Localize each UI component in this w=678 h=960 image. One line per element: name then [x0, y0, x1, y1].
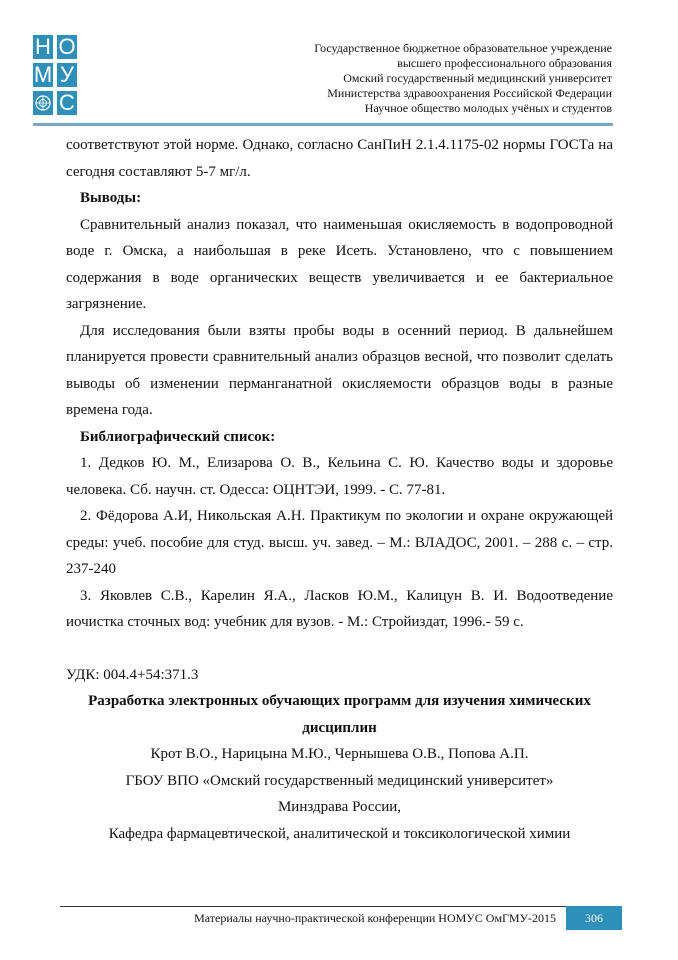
logo-letter-u: У	[57, 63, 77, 87]
reference-item: 1. Дедков Ю. М., Елизарова О. В., Кельина С. Ю. Качество воды и здоровье человека. Сб. научн. ст. Одесса: ОЦНТЭИ, 1999. - С. 77-81.	[66, 455, 613, 498]
conclusions-heading: Выводы:	[80, 190, 142, 206]
nomus-logo	[33, 35, 79, 115]
bibliography-heading: Библиографический список:	[80, 428, 276, 445]
header-line: Омский государственный медицинский университет	[343, 71, 612, 85]
footer-divider	[60, 906, 566, 907]
header-line: Государственное бюджетное образовательное учреждение	[314, 41, 612, 55]
logo-letter-o: О	[58, 34, 76, 59]
logo-letter-s: С	[57, 91, 77, 115]
reference-item: 2. Фёдорова А.И, Никольская А.Н. Практикум по экологии и охране окружающей среды: учеб. пособие для студ. высш. уч. завед. – М.: ВЛАДОС, 2001. – 288 с. – стр. 237-240	[66, 508, 613, 577]
header-institution	[314, 41, 612, 116]
logo-letter-m: М	[33, 62, 53, 87]
conclusion-paragraph-2: Для исследования были взяты пробы воды в осенний период. В дальнейшем планируется провести сравнительный анализ образцов весной, что позволит сделать выводы об изменении перманганатной окисляемости образцов воды в разные времена года.	[66, 322, 613, 418]
header-divider	[33, 123, 613, 126]
emblem-icon	[33, 91, 53, 115]
page-number: 306	[566, 906, 622, 930]
article-title: Разработка электронных обучающих программ для изучения химических дисциплин	[88, 693, 591, 736]
footer-conference: Материалы научно-практической конференции НОМУС ОмГМУ-2015	[194, 911, 556, 925]
page-content	[66, 132, 613, 847]
conclusion-paragraph-1: Сравнительный анализ показал, что наименьшая окисляемость в водопроводной воде г. Омска, а наибольшая в реке Исеть. Установлено, что с повышением содержания в воде органических веществ увеличивается и ее бактериальное загрязнение.	[66, 216, 613, 312]
paragraph-continued: соответствуют этой норме. Однако, согласно СанПиН 2.1.4.1175-02 нормы ГОСТа на сегодня составляют 5-7 мг/л.	[66, 137, 613, 180]
udk-code: УДК: 004.4+54:371.3	[66, 666, 199, 683]
logo-letter-n: Н	[33, 35, 53, 59]
header-line: Научное общество молодых учёных и студентов	[364, 101, 612, 115]
header-line: Министерства здравоохранения Российской Федерации	[327, 86, 612, 100]
affiliation-university: ГБОУ ВПО «Омский государственный медицинский университет»	[125, 772, 554, 789]
reference-item: 3. Яковлев С.В., Карелин Я.А., Ласков Ю.М., Калицун В. И. Водоотведение иочистка сточных вод: учебник для вузов. - М.: Стройиздат, 1996.- 59 с.	[66, 587, 613, 630]
header-line: высшего профессионального образования	[397, 56, 612, 70]
affiliation-department: Кафедра фармацевтической, аналитической и токсикологической химии	[108, 825, 571, 842]
article-authors: Крот В.О., Нарицына М.Ю., Чернышева О.В., Попова А.П.	[150, 746, 529, 762]
affiliation-ministry: Минздрава России,	[277, 799, 402, 815]
